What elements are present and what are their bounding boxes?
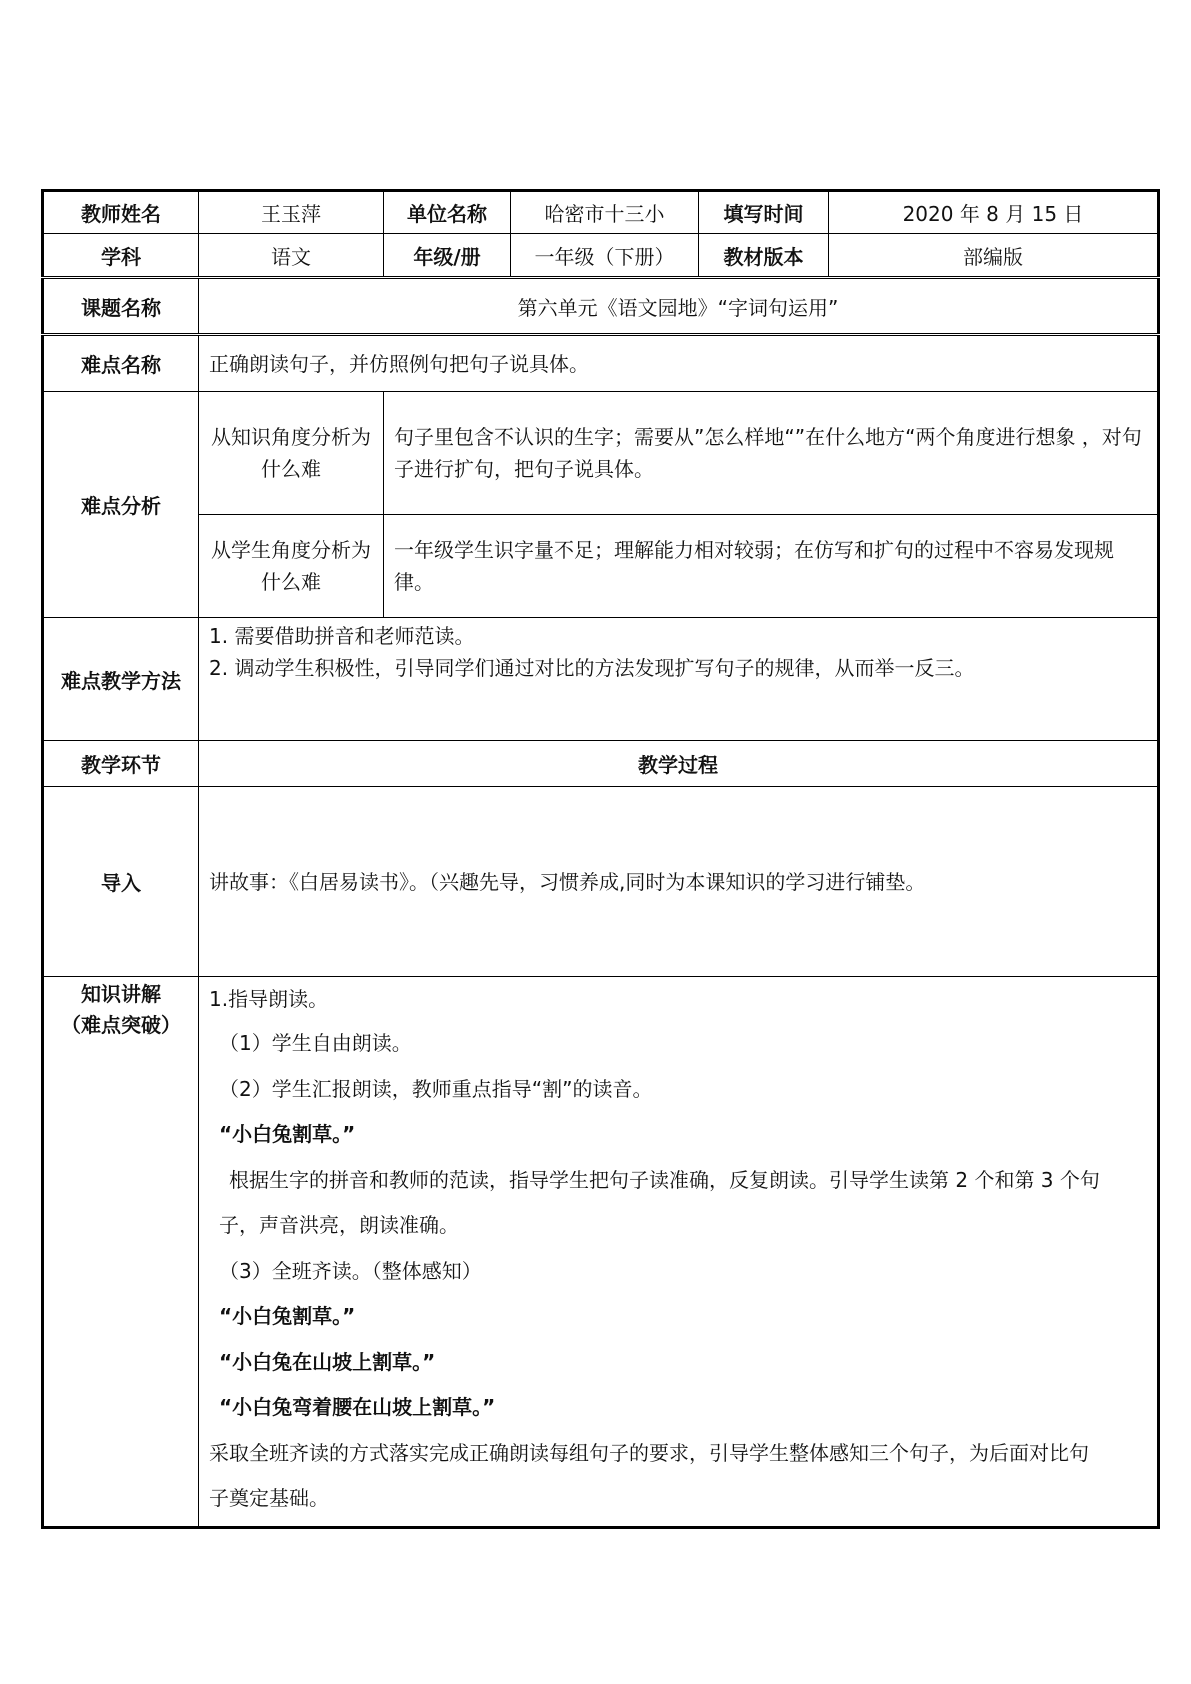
knowledge-label-line1: 知识讲解 (81, 982, 161, 1006)
process-line: “小白兔割草。” (219, 1304, 356, 1328)
process-header-row (43, 741, 1159, 787)
knowledge-angle-value: 句子里包含不认识的生字；需要从”怎么样地“”在什么地方“两个角度进行想象 ，对句子进行扩句，把句子说具体。 (384, 392, 1159, 515)
subject-value: 语文 (199, 234, 384, 278)
process-line: “小白兔割草。” (219, 1122, 356, 1146)
fill-date-value: 2020 年 8 月 15 日 (829, 191, 1159, 234)
lesson-plan-table (41, 189, 1160, 1529)
process-line: “小白兔在山坡上割草。” (219, 1349, 436, 1374)
analysis-student-row (43, 515, 1159, 618)
process-line: 子，声音洪亮，朗读准确。 (219, 1213, 459, 1237)
knowledge-row (43, 977, 1159, 1528)
topic-value: 第六单元《语文园地》“字词句运用” (199, 278, 1159, 335)
edition-label: 教材版本 (699, 234, 829, 278)
analysis-label: 难点分析 (43, 392, 199, 618)
teacher-name-value: 王玉萍 (199, 191, 384, 234)
topic-label: 课题名称 (43, 278, 199, 335)
lesson-plan-form (41, 189, 1157, 1529)
process-line: 1.指导朗读。 (209, 987, 329, 1011)
process-line: （2）学生汇报朗读，教师重点指导“割”的读音。 (219, 1076, 653, 1101)
info-row-2 (43, 234, 1159, 278)
teacher-name-label: 教师姓名 (43, 191, 199, 234)
knowledge-angle-label: 从知识角度分析为什么难 (199, 392, 384, 515)
difficulty-row (43, 335, 1159, 392)
intro-label: 导入 (43, 787, 199, 977)
student-angle-value: 一年级学生识字量不足；理解能力相对较弱；在仿写和扩句的过程中不容易发现规律。 (384, 515, 1159, 618)
edition-value: 部编版 (829, 234, 1159, 278)
info-row-1 (43, 191, 1159, 234)
difficulty-value: 正确朗读句子，并仿照例句把句子说具体。 (199, 335, 1159, 392)
topic-row (43, 278, 1159, 335)
knowledge-process (199, 977, 1159, 1528)
unit-name-value: 哈密市十三小 (511, 191, 699, 234)
process-line: （3）全班齐读。（整体感知） (219, 1258, 482, 1283)
grade-value: 一年级（下册） (511, 234, 699, 278)
process-line: 子奠定基础。 (209, 1486, 329, 1510)
method-row (43, 618, 1159, 741)
knowledge-label-line2: （难点突破） (61, 1013, 181, 1037)
method-label: 难点教学方法 (43, 618, 199, 741)
analysis-knowledge-row (43, 392, 1159, 515)
process-header: 教学过程 (199, 741, 1159, 787)
difficulty-label: 难点名称 (43, 335, 199, 392)
student-angle-label: 从学生角度分析为什么难 (199, 515, 384, 618)
process-line: （1）学生自由朗读。 (219, 1031, 412, 1055)
knowledge-label (43, 977, 199, 1528)
method-value (199, 618, 1159, 741)
subject-label: 学科 (43, 234, 199, 278)
fill-date-label: 填写时间 (699, 191, 829, 234)
intro-row (43, 787, 1159, 977)
process-line: “小白兔弯着腰在山坡上割草。” (219, 1395, 496, 1419)
method-item: 2. 调动学生积极性，引导同学们通过对比的方法发现扩写句子的规律，从而举一反三。 (209, 656, 975, 680)
intro-value: 讲故事：《白居易读书》。（兴趣先导，习惯养成,同时为本课知识的学习进行铺垫。 (199, 787, 1159, 977)
process-line: 采取全班齐读的方式落实完成正确朗读每组句子的要求，引导学生整体感知三个句子，为后面对比句 (209, 1440, 1089, 1465)
grade-label: 年级/册 (384, 234, 511, 278)
stage-header: 教学环节 (43, 741, 199, 787)
method-item: 1. 需要借助拼音和老师范读。 (209, 624, 475, 648)
process-line: 根据生字的拼音和教师的范读，指导学生把句子读准确，反复朗读。引导学生读第 2 个和第 3 个句 (229, 1167, 1100, 1192)
unit-name-label: 单位名称 (384, 191, 511, 234)
